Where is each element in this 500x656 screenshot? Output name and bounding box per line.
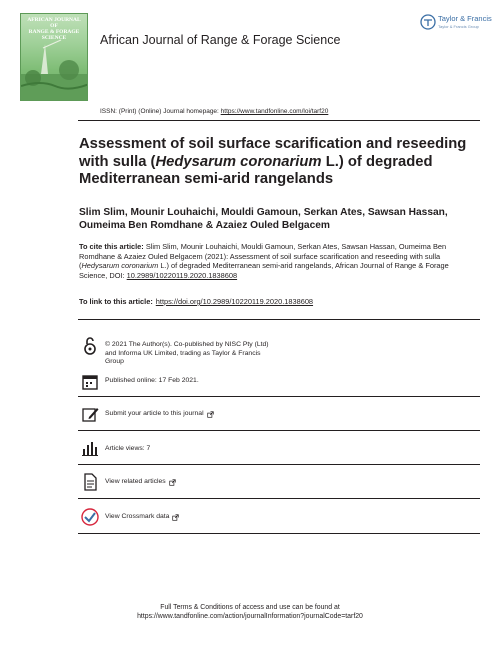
article-views: Article views: 7 bbox=[105, 445, 151, 452]
citation-text-part1: Slim Slim, Mounir Louhaichi, Mouldi Gamoun, Serkan Ates, Sawsan Hassan, Oumeima Ben Romdhane & Azaiez Ouled Belgacem (2021): Assessment of soil surface scarification and reseeding with sulla ( bbox=[79, 242, 447, 271]
article-authors: Slim Slim, Mounir Louhaichi, Mouldi Gamoun, Serkan Ates, Sawsan Hassan, Oumeima Ben Romdhane & Azaiez Ouled Belgacem bbox=[79, 207, 448, 231]
article-link-label: To link to this article: bbox=[79, 297, 153, 306]
article-doi-url[interactable]: https://doi.org/10.2989/10220119.2020.1838608 bbox=[155, 297, 314, 306]
document-icon bbox=[80, 472, 100, 492]
divider-info-3 bbox=[78, 464, 480, 465]
publisher-group: Taylor & Francis Group bbox=[438, 24, 479, 29]
footer-terms-line1: Full Terms & Conditions of access and use can be found at bbox=[160, 604, 340, 611]
article-title-part2: L.) of degraded Mediterranean semi-arid rangelands bbox=[79, 153, 433, 187]
taylor-francis-logo-icon bbox=[420, 14, 436, 30]
divider-bottom bbox=[78, 533, 480, 534]
article-link-block bbox=[79, 297, 479, 307]
divider-info-4 bbox=[78, 498, 480, 499]
external-link-icon bbox=[207, 411, 214, 418]
citation-block bbox=[79, 242, 479, 280]
divider-top bbox=[78, 120, 480, 121]
cover-title-line1: AFRICAN JOURNAL OF bbox=[27, 17, 81, 29]
cover-title-line2: RANGE & FORAGE SCIENCE bbox=[28, 29, 80, 41]
external-link-icon bbox=[169, 479, 176, 486]
external-link-icon bbox=[172, 514, 179, 521]
publisher-logo[interactable] bbox=[420, 12, 492, 34]
citation-label: To cite this article: bbox=[79, 242, 144, 251]
journal-homepage-link[interactable]: https://www.tandfonline.com/loi/tarf20 bbox=[220, 108, 329, 115]
article-title-species: Hedysarum coronarium bbox=[155, 153, 322, 170]
divider-info-1 bbox=[78, 396, 480, 397]
citation-text-part2: L.) of degraded Mediterranean semi-arid rangelands, African Journal of Range & Forage Science, DOI: bbox=[79, 261, 449, 280]
license-text: © 2021 The Author(s). Co-published by NISC Pty (Ltd) and Informa UK Limited, trading as Taylor & Francis Group bbox=[105, 341, 269, 366]
crossmark-icon bbox=[80, 507, 100, 527]
footer-terms bbox=[0, 603, 500, 621]
citation-species: Hedysarum coronarium bbox=[81, 261, 159, 271]
related-articles-link[interactable] bbox=[105, 478, 275, 487]
submit-article-link[interactable] bbox=[105, 410, 275, 419]
citation-doi-link[interactable]: 10.2989/10220119.2020.1838608 bbox=[126, 270, 238, 280]
issn-text: ISSN: (Print) (Online) Journal homepage: bbox=[100, 108, 221, 115]
publisher-name: Taylor & Francis bbox=[438, 14, 492, 23]
related-articles-label: View related articles bbox=[105, 478, 166, 485]
journal-title: African Journal of Range & Forage Science bbox=[100, 33, 341, 47]
calendar-icon bbox=[80, 372, 100, 392]
crossmark-label: View Crossmark data bbox=[105, 513, 170, 520]
cover-landscape-image bbox=[21, 34, 88, 101]
divider-middle bbox=[78, 319, 480, 320]
divider-info-2 bbox=[78, 430, 480, 431]
footer-terms-url[interactable]: https://www.tandfonline.com/action/journalInformation?journalCode=tarf20 bbox=[137, 613, 363, 621]
article-title-part1: Assessment of soil surface scarification and reseeding with sulla ( bbox=[79, 136, 467, 170]
crossmark-link[interactable] bbox=[105, 513, 275, 522]
journal-cover-thumbnail bbox=[20, 13, 88, 101]
published-date: Published online: 17 Feb 2021. bbox=[105, 377, 199, 384]
issn-line bbox=[100, 108, 328, 115]
submit-article-label: Submit your article to this journal bbox=[105, 410, 204, 417]
open-access-icon bbox=[80, 336, 100, 356]
bar-chart-icon bbox=[80, 438, 100, 458]
article-title bbox=[79, 136, 484, 189]
edit-icon bbox=[80, 404, 100, 424]
